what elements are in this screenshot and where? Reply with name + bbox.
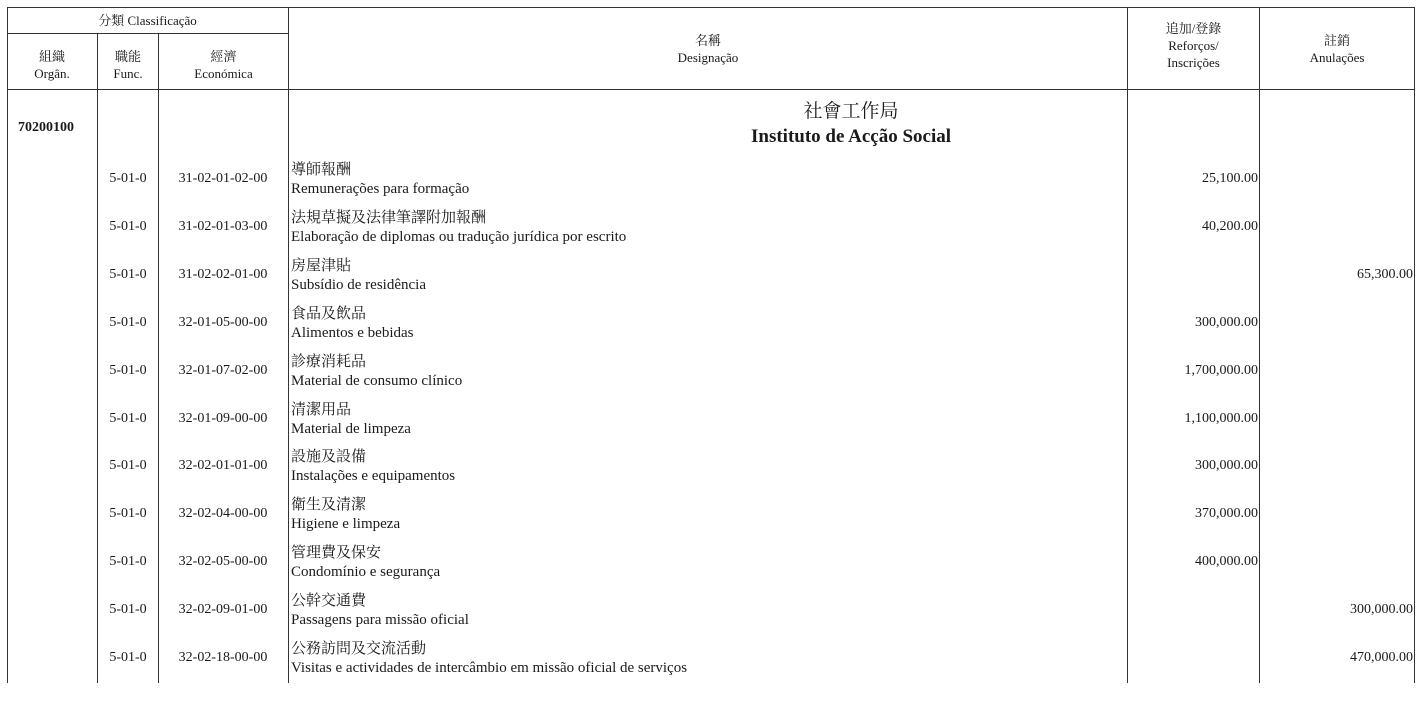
- row-econ-code: 31-02-02-01-00: [178, 266, 268, 282]
- header-reforcos-pt: Reforços/: [1168, 38, 1219, 53]
- row-econ-code: 32-02-05-00-00: [178, 554, 268, 570]
- row-reforcos-amount: 370,000.00: [1195, 506, 1258, 522]
- row-anulacoes-amount: 65,300.00: [1357, 266, 1413, 282]
- header-designation: [289, 32, 1127, 66]
- row-econ-code: 32-01-09-00-00: [178, 410, 268, 426]
- row-designation-zh: 設施及設備: [291, 447, 367, 466]
- header-anulacoes-zh: 註銷: [1323, 33, 1350, 48]
- header-reforcos: [1128, 20, 1259, 71]
- row-designation-zh: 診療消耗品: [291, 351, 367, 370]
- header-reforcos-pt-2: Inscrições: [1167, 55, 1220, 70]
- row-func-code: 5-01-0: [109, 266, 147, 282]
- row-designation-pt: Condomínio e segurança: [291, 564, 441, 581]
- row-designation-pt: Elaboração de diplomas ou tradução jurídica por escrito: [291, 228, 627, 245]
- row-designation-zh: 管理費及保安: [291, 543, 382, 562]
- header-designation-pt: Designação: [677, 50, 739, 65]
- row-designation-pt: Material de consumo clínico: [291, 372, 463, 389]
- row-econ-code: 32-01-05-00-00: [178, 314, 268, 330]
- row-func-code: 5-01-0: [109, 458, 147, 474]
- header-anulacoes: [1260, 32, 1414, 66]
- row-designation-pt: Remunerações para formação: [291, 181, 470, 197]
- row-reforcos-amount: 25,100.00: [1202, 171, 1258, 186]
- row-econ-code: 31-02-01-02-00: [178, 171, 268, 186]
- row-reforcos-amount: 400,000.00: [1195, 554, 1258, 570]
- row-designation-pt: Higiene e limpeza: [291, 516, 401, 533]
- header-organ: [7, 48, 97, 82]
- row-func-code: 5-01-0: [109, 650, 147, 665]
- column-divider-func-econ: [158, 33, 159, 683]
- column-divider-right-edge: [1414, 7, 1415, 683]
- header-organ-zh: 組織: [38, 49, 65, 64]
- header-func-zh: 職能: [114, 49, 141, 64]
- row-anulacoes-amount: 300,000.00: [1350, 602, 1413, 618]
- row-func-code: 5-01-0: [109, 602, 147, 618]
- row-func-code: 5-01-0: [109, 171, 147, 186]
- header-bottom-border: [7, 89, 1414, 90]
- row-reforcos-amount: 300,000.00: [1195, 458, 1258, 474]
- department-name-zh: 社會工作局: [803, 100, 899, 122]
- row-designation-zh: 公幹交通費: [291, 591, 367, 610]
- row-anulacoes-amount: 470,000.00: [1350, 650, 1413, 665]
- row-designation-pt: Material de limpeza: [291, 420, 411, 437]
- row-designation-pt: Subsídio de residência: [291, 276, 426, 293]
- row-func-code: 5-01-0: [109, 506, 147, 522]
- table-top-border: [7, 7, 1414, 8]
- row-func-code: 5-01-0: [109, 314, 147, 330]
- row-econ-code: 32-02-01-01-00: [178, 458, 268, 474]
- department-name-pt: Instituto de Acção Social: [750, 126, 952, 147]
- row-reforcos-amount: 1,700,000.00: [1184, 362, 1258, 378]
- header-classification: 分類 Classificação: [98, 13, 197, 28]
- row-func-code: 5-01-0: [109, 410, 147, 426]
- header-econ-pt: Económica: [194, 66, 253, 81]
- header-func-pt: Func.: [113, 66, 143, 81]
- row-econ-code: 32-02-18-00-00: [178, 650, 268, 665]
- row-reforcos-amount: 1,100,000.00: [1184, 410, 1258, 426]
- header-econ: [159, 48, 288, 82]
- row-designation-pt: Alimentos e bebidas: [291, 324, 414, 341]
- header-organ-pt: Orgân.: [34, 66, 70, 81]
- row-econ-code: 32-01-07-02-00: [178, 362, 268, 378]
- row-designation-zh: 清潔用品: [291, 399, 352, 418]
- department-code: 70200100: [18, 120, 74, 135]
- header-designation-zh: 名稱: [694, 33, 721, 48]
- column-divider-organ-func: [97, 33, 98, 683]
- row-designation-pt: Instalações e equipamentos: [291, 468, 456, 485]
- row-func-code: 5-01-0: [109, 362, 147, 378]
- row-designation-pt: Visitas e actividades de intercâmbio em missão oficial de serviços: [291, 660, 688, 676]
- header-econ-zh: 經濟: [210, 49, 237, 64]
- row-designation-zh: 房屋津貼: [291, 255, 352, 274]
- row-reforcos-amount: 300,000.00: [1195, 314, 1258, 330]
- row-designation-zh: 衛生及清潔: [291, 495, 367, 514]
- row-econ-code: 32-02-09-01-00: [178, 602, 268, 618]
- header-anulacoes-pt: Anulações: [1309, 50, 1365, 65]
- row-designation-zh: 導師報酬: [291, 160, 352, 178]
- row-designation-pt: Passagens para missão oficial: [291, 612, 469, 629]
- header-reforcos-zh: 追加/登錄: [1165, 21, 1222, 36]
- row-designation-zh: 法規草擬及法律筆譯附加報酬: [291, 207, 487, 226]
- row-econ-code: 32-02-04-00-00: [178, 506, 268, 522]
- row-designation-zh: 公務訪問及交流活動: [291, 639, 427, 657]
- column-divider-left-edge: [7, 7, 8, 683]
- header-func: [98, 48, 158, 82]
- row-func-code: 5-01-0: [109, 554, 147, 570]
- row-designation-zh: 食品及飲品: [291, 303, 367, 322]
- classification-divider: [7, 33, 288, 34]
- row-econ-code: 31-02-01-03-00: [178, 218, 268, 234]
- row-reforcos-amount: 40,200.00: [1202, 218, 1258, 234]
- row-func-code: 5-01-0: [109, 218, 147, 234]
